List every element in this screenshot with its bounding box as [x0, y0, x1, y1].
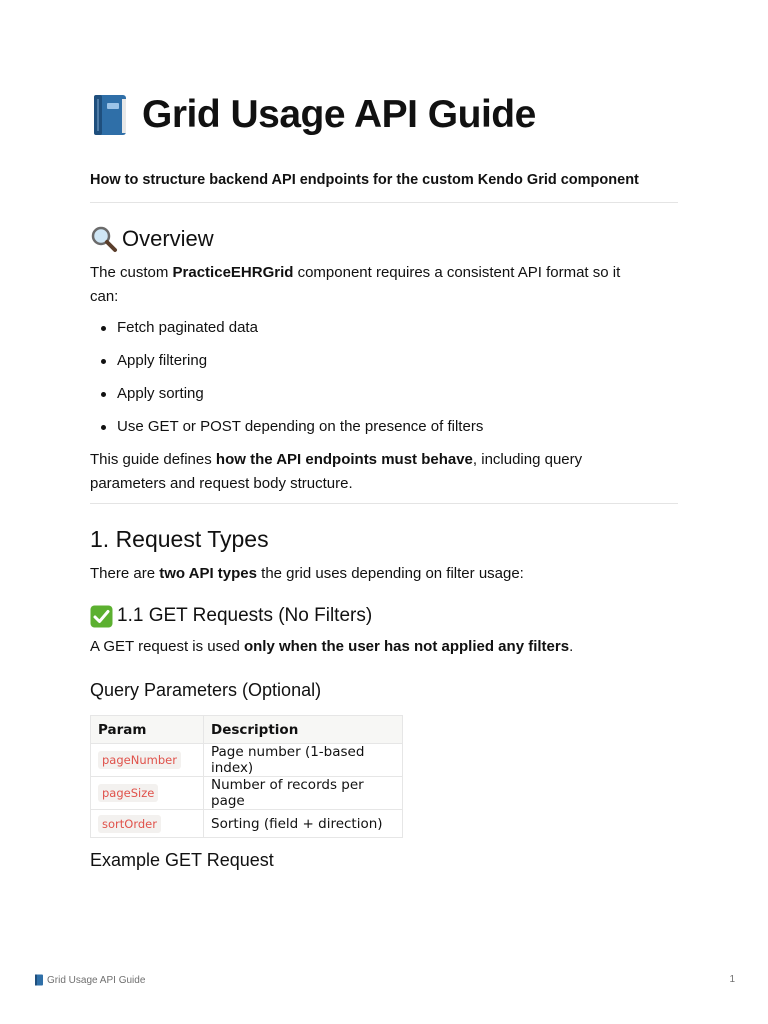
description-cell: Number of records per page: [204, 777, 403, 810]
overview-heading-text: Overview: [122, 226, 214, 251]
column-header-description: Description: [204, 716, 403, 744]
param-cell: [91, 810, 204, 838]
component-name: PracticeEHRGrid: [172, 264, 294, 281]
defines-bold: how the API endpoints must behave: [215, 451, 473, 468]
request-types-intro-prefix: There are: [90, 565, 160, 582]
table-row: [91, 744, 403, 777]
divider: [90, 202, 678, 203]
guide-defines-paragraph: [90, 448, 678, 496]
overview-intro: [90, 261, 678, 309]
query-params-table: [90, 715, 403, 838]
table-row: [91, 777, 403, 810]
table-header-row: [91, 716, 403, 744]
page-number: 1: [729, 974, 735, 985]
example-get-heading: Example GET Request: [90, 850, 274, 870]
list-item: Fetch paginated data: [90, 316, 483, 349]
request-types-intro: [90, 562, 678, 586]
document-title: Grid Usage API Guide: [142, 93, 536, 136]
list-item: Use GET or POST depending on the presence of filters: [90, 415, 483, 448]
page-footer: [34, 974, 145, 986]
get-requests-description: [90, 635, 678, 659]
param-code: pageSize: [98, 784, 158, 802]
description-cell: Page number (1-based index): [204, 744, 403, 777]
get-desc-bold: only when the user has not applied any filters: [243, 638, 570, 655]
param-code: pageNumber: [98, 751, 181, 769]
query-params-heading: Query Parameters (Optional): [90, 680, 322, 700]
overview-intro-suffix-2: can:: [90, 288, 119, 305]
request-types-intro-suffix: the grid uses depending on filter usage:: [257, 565, 524, 582]
overview-heading: [90, 225, 214, 253]
param-cell: [91, 777, 204, 810]
overview-intro-prefix: The custom: [90, 264, 173, 281]
get-desc-suffix: .: [569, 638, 574, 655]
defines-prefix: This guide defines: [90, 451, 216, 468]
request-types-intro-bold: two API types: [159, 565, 257, 582]
overview-intro-suffix: component requires a consistent API format so it: [293, 264, 621, 281]
magnifying-glass-icon: [90, 225, 118, 253]
document-subtitle: How to structure backend API endpoints for the custom Kendo Grid component: [90, 172, 639, 188]
footer-title: Grid Usage API Guide: [47, 974, 146, 986]
defines-suffix: , including query: [472, 451, 583, 468]
column-header-param: Param: [91, 716, 204, 744]
request-types-heading: [90, 525, 269, 553]
get-requests-heading-text: 1.1 GET Requests (No Filters): [117, 605, 373, 626]
blue-book-icon: [90, 93, 130, 137]
description-cell: Sorting (field + direction): [204, 810, 403, 838]
request-types-heading-text: 1. Request Types: [90, 526, 269, 552]
capabilities-list: [90, 316, 483, 448]
param-code: sortOrder: [98, 815, 161, 833]
green-check-icon: [90, 605, 113, 628]
divider: [90, 503, 678, 504]
title-row: [90, 92, 536, 138]
param-cell: [91, 744, 204, 777]
table-row: [91, 810, 403, 838]
get-desc-prefix: A GET request is used: [90, 638, 244, 655]
list-item: Apply sorting: [90, 382, 483, 415]
defines-suffix-2: parameters and request body structure.: [90, 475, 353, 492]
get-requests-heading: [90, 603, 372, 629]
blue-book-icon: [34, 974, 44, 986]
list-item: Apply filtering: [90, 349, 483, 382]
